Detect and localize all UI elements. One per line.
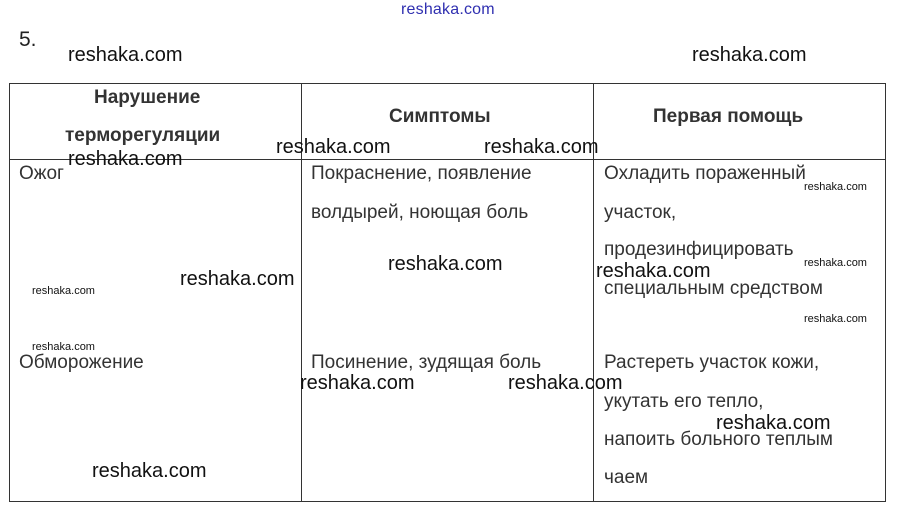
watermark-small: reshaka.com [804,313,867,325]
watermark-small: reshaka.com [804,257,867,269]
watermark: reshaka.com [276,136,391,158]
row-frostbite-aid-line3: напоить больного теплым [604,429,833,450]
watermark: reshaka.com [300,372,415,394]
watermark: reshaka.com [596,260,711,282]
watermark-small: reshaka.com [804,181,867,193]
row-frostbite-aid-line4: чаем [604,467,649,488]
header-first-aid: Первая помощь [653,106,804,127]
top-watermark: reshaka.com [401,1,495,18]
watermark: reshaka.com [484,136,599,158]
row-frostbite-aid-line1: Растереть участок кожи, [604,352,820,373]
watermark: reshaka.com [388,253,503,275]
watermark: reshaka.com [716,412,831,434]
watermark: reshaka.com [68,148,183,170]
header-disorder-line1: Нарушение [94,87,201,108]
watermark: reshaka.com [692,44,807,66]
header-disorder-line2: терморегуляции [65,125,221,146]
watermark: reshaka.com [68,44,183,66]
header-symptoms: Симптомы [389,106,491,127]
task-number: 5. [19,28,37,51]
watermark: reshaka.com [508,372,623,394]
row-burn-symptoms-line2: волдырей, ноющая боль [311,202,529,223]
row-burn-symptoms-line1: Покраснение, появление [311,163,532,184]
row-frostbite-symptoms-line1: Посинение, зудящая боль [311,352,542,373]
watermark: reshaka.com [180,268,295,290]
row-burn-aid-line2: участок, [604,202,677,223]
row-burn-disorder: Ожог [19,163,64,184]
row-burn-aid-line4: специальным средством [604,278,823,299]
row-burn-aid-line1: Охладить пораженный [604,163,806,184]
watermark-small: reshaka.com [32,341,95,353]
row-burn-aid-line3: продезинфицировать [604,239,794,260]
row-frostbite-disorder: Обморожение [19,352,144,373]
watermark-small: reshaka.com [32,285,95,297]
watermark: reshaka.com [92,460,207,482]
row-frostbite-aid-line2: укутать его тепло, [604,391,764,412]
